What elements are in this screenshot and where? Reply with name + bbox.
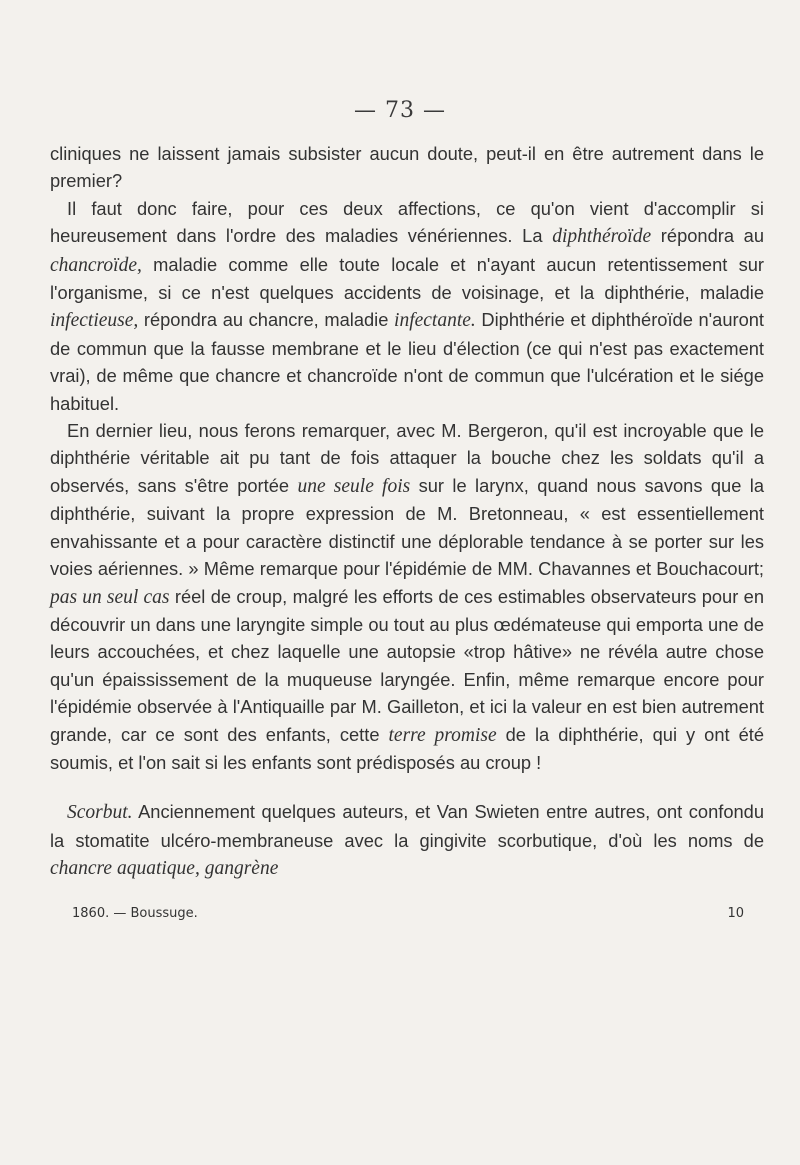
text-run: En dernier lieu, nous ferons remarquer, avec M. Bergeron, qu'il est incroyable que le diphthérie véritable ait pu tant de fois attaquer la bouche chez les soldats qu'il a observés, sans s'être portée [50, 420, 764, 496]
italic-text: chancroïde, [50, 254, 142, 276]
italic-text: infectante. [394, 310, 476, 332]
text-run: sur le larynx, quand nous savons que la diphthérie, suivant la propre expression de M. Bretonneau, « est essentiellement envahissante et a pour caractère distinctif une déplorable tendance à se porter sur les voies aériennes. » Même remarque pour l'épidémie de MM. Chavannes et Bouchacourt; [50, 474, 764, 580]
italic-text: terre promise [388, 724, 497, 746]
printer-signature: 1860. — Boussuge. [72, 906, 198, 921]
text-run: répondra au chancre, maladie [138, 309, 395, 331]
paragraph [50, 140, 764, 195]
paragraph [50, 195, 764, 417]
body-text [50, 140, 764, 883]
italic-text: pas un seul cas [50, 586, 170, 608]
italic-text: diphthéroïde [552, 226, 652, 248]
paragraph [50, 798, 764, 882]
page-number: — 73 — [354, 98, 446, 123]
text-run: Il faut donc faire, pour ces deux affections, ce qu'on vient d'accomplir si heureusement dans l'ordre des maladies vénériennes. La [50, 197, 764, 247]
sheet-number: 10 [727, 906, 744, 921]
italic-text: infectieuse, [50, 310, 139, 332]
text-run: répondra au [651, 225, 765, 247]
text-run: Anciennement quelques auteurs, et Van Swieten entre autres, ont confondu la stomatite ulcéro-membraneuse avec la gingivite scorbutique, d'où les noms de [50, 801, 764, 851]
italic-text: chancre aquatique, gangrène [50, 858, 279, 880]
text-run: maladie comme elle toute locale et n'ayant aucun retentissement sur l'organisme, si ce n'est quelques accidents de voisinage, et la diphthérie, maladie [50, 253, 764, 304]
italic-text: une seule fois [297, 475, 411, 497]
text-run: réel de croup, malgré les efforts de ces estimables observateurs pour en découvrir un dans une laryngite simple ou tout au plus œdémateuse qui emporta une de leurs accouchées, et chez laquelle une autopsie «trop hâtive» ne révéla autre chose qu'un épaississement de la muqueuse laryngée. Enfin, même remarque encore pour l'épidémie observée à l'Antiquaille par M. Gailleton, et ici la valeur en est bien autrement grande, car ce sont des enfants, cette [50, 585, 764, 745]
paragraph [50, 417, 764, 776]
text-run: de la diphthérie, qui y ont été soumis, et l'on sait si les enfants sont prédisposés au croup ! [50, 723, 765, 773]
italic-text: Scorbut. [67, 802, 133, 824]
text-run: cliniques ne laissent jamais subsister aucun doute, peut-il en être autrement dans le premier? [50, 143, 764, 192]
page-footer [72, 906, 744, 921]
text-run: Diphthérie et diphthéroïde n'auront de commun que la fausse membrane et le lieu d'élection (ce qui n'est pas exactement vrai), de même que chancre et chancroïde n'ont de commun que l'ulcération et le siége habituel. [50, 309, 764, 414]
